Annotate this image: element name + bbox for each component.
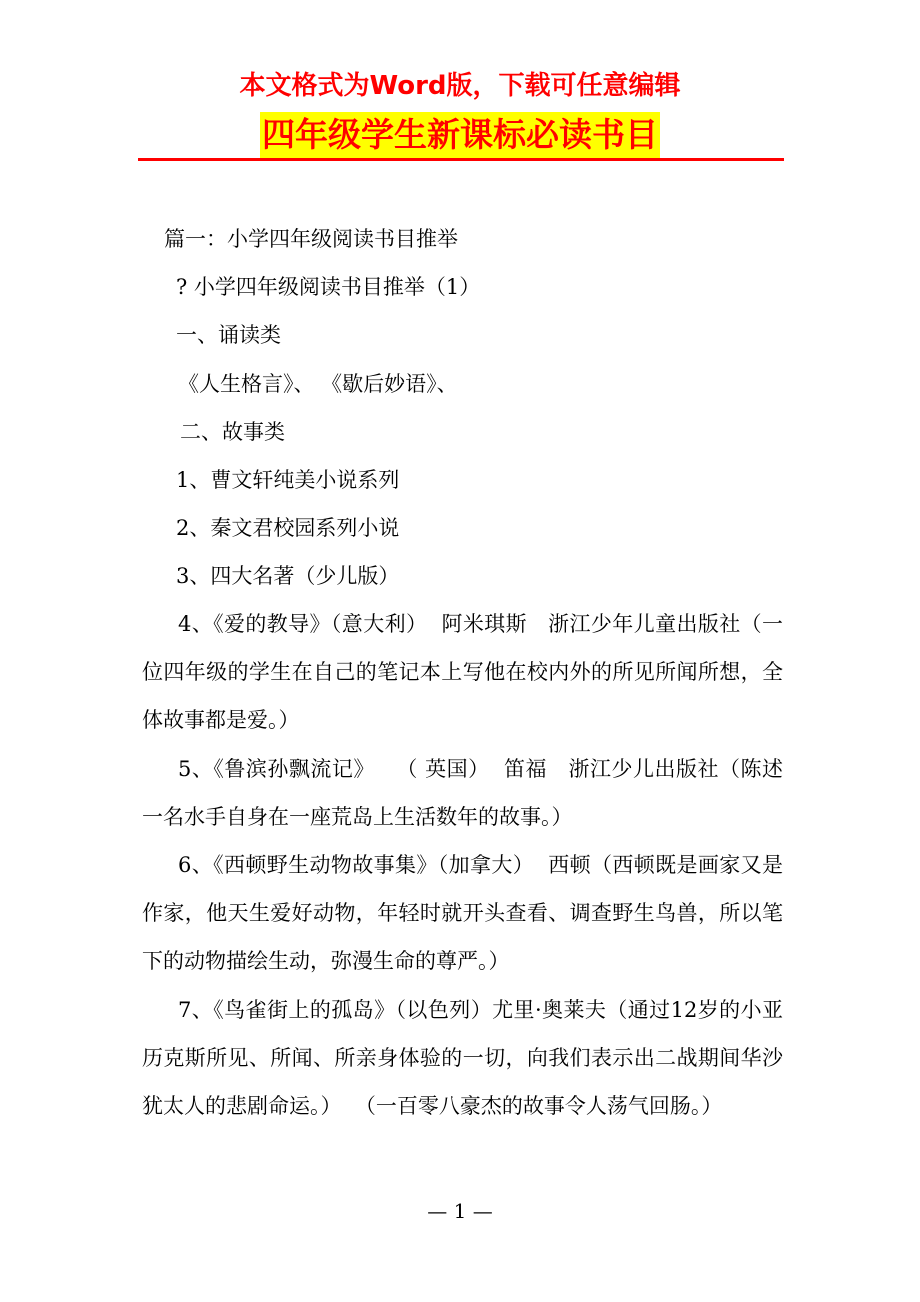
format-notice-banner: 本文格式为Word版，下载可任意编辑 bbox=[239, 71, 681, 101]
section-heading: 篇一：小学四年级阅读书目推举 bbox=[164, 227, 458, 251]
list-item: 4、《爱的教导》（意大利） 阿米琪斯 浙江少年儿童出版社（一位四年级的学生在自己的笔记本上写他在校内外的所见所闻所想，全体故事都是爱。） bbox=[142, 612, 783, 732]
category-recitation: 一、诵读类 bbox=[176, 323, 281, 347]
list-item: 1、曹文轩纯美小说系列 bbox=[176, 468, 400, 492]
list-item: 7、《鸟雀街上的孤岛》（以色列）尤里·奥莱夫（通过12岁的小亚历克斯所见、所闻、所亲身体验的一切，向我们表示出二战期间华沙犹太人的悲剧命运。） （一百零八豪杰的故事令人荡气回肠。） bbox=[142, 998, 783, 1118]
category-recitation-books: 《人生格言》、 《歇后妙语》、 bbox=[178, 372, 458, 396]
title-divider bbox=[138, 158, 784, 161]
list-item: 6、《西顿野生动物故事集》（加拿大） 西顿（西顿既是画家又是作家，他天生爱好动物，年轻时就开头查看、调查野生鸟兽，所以笔下的动物描绘生动，弥漫生命的尊严。） bbox=[142, 853, 783, 973]
list-item: 2、秦文君校园系列小说 bbox=[176, 516, 400, 540]
list-item: 3、四大名著（少儿版） bbox=[176, 564, 400, 588]
document-title: 四年级学生新课标必读书目 bbox=[260, 112, 660, 158]
page-number: — 1 — bbox=[427, 1199, 493, 1223]
list-item: 5、《鲁滨孙飘流记》 （ 英国） 笛福 浙江少儿出版社（陈述一名水手自身在一座荒岛上生活数年的故事。） bbox=[142, 757, 783, 829]
subheading: ? 小学四年级阅读书目推举（1） bbox=[176, 275, 481, 299]
category-stories: 二、故事类 bbox=[180, 420, 285, 444]
document-title-wrapper bbox=[0, 112, 920, 158]
